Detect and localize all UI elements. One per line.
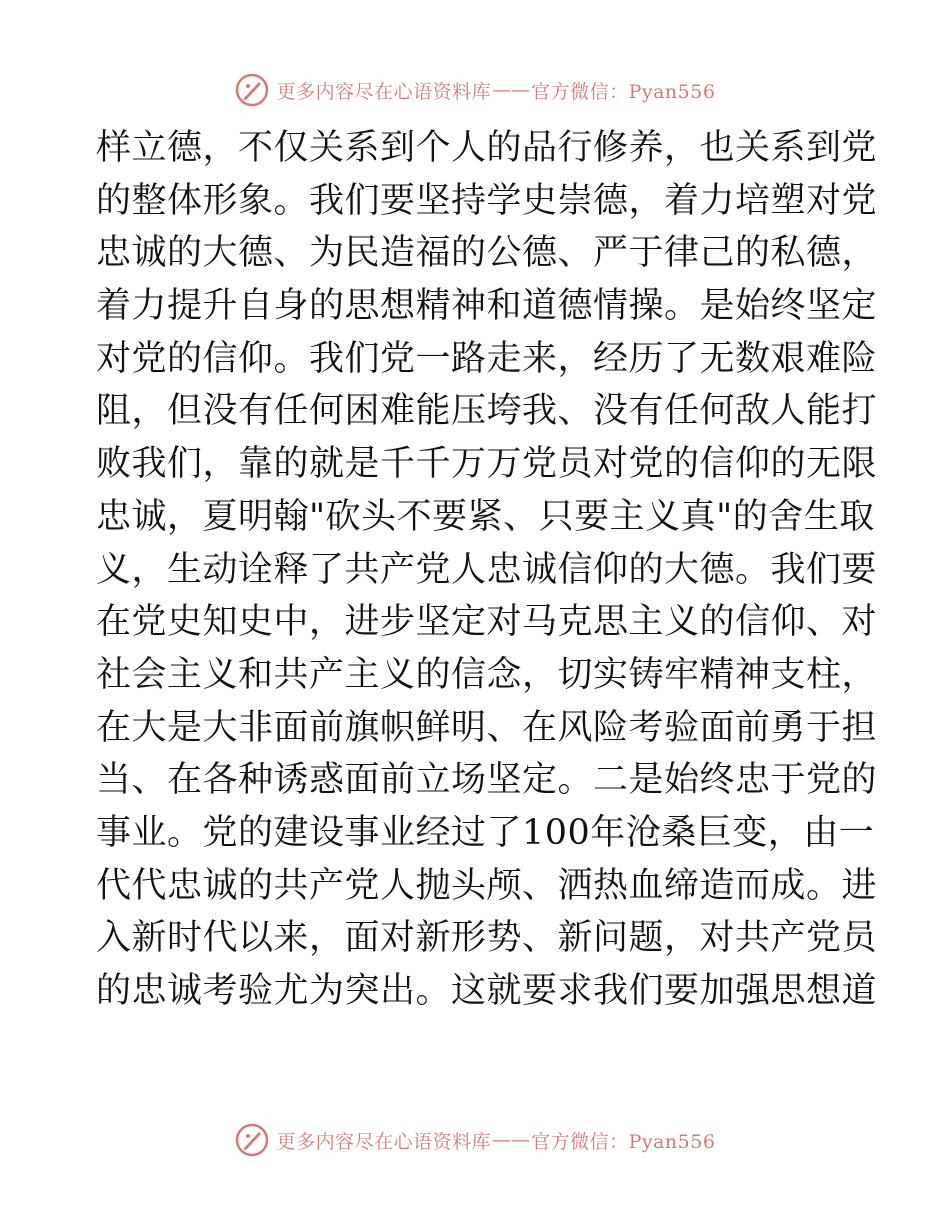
text-line: 义，生动诠释了共产党人忠诚信仰的大德。我们要 [96, 549, 878, 590]
body-paragraph [96, 122, 878, 1018]
text-line: 社会主义和共产主义的信念，切实铸牢精神支柱， [96, 654, 878, 695]
footer-wechat-text: 官方微信：Pyan556 [531, 1130, 716, 1153]
text-line: 败我们，靠的就是千千万万党员对党的信仰的无限 [96, 444, 878, 485]
text-line: 入新时代以来，面对新形势、新问题，对共产党员 [96, 918, 878, 959]
quill-pen-logo-icon [235, 73, 269, 107]
text-line: 样立德，不仅关系到个人的品行修养，也关系到党 [96, 128, 878, 168]
text-line: 着力提升自身的思想精神和道德情操。是始终坚定 [96, 286, 878, 327]
quill-pen-logo-icon [235, 1123, 269, 1157]
text-line: 忠诚的大德、为民造福的公德、严于律己的私德， [96, 233, 878, 274]
text-line: 代代忠诚的共产党人抛头颅、洒热血缔造而成。进 [96, 865, 878, 906]
header-separator: —— [492, 79, 531, 101]
text-line: 对党的信仰。我们党一路走来，经历了无数艰难险 [96, 338, 878, 379]
text-line: 忠诚，夏明翰"砍头不要紧、只要主义真"的舍生取 [96, 496, 875, 537]
header-wechat-text: 官方微信：Pyan556 [531, 80, 716, 103]
text-line: 当、在各种诱惑面前立场坚定。二是始终忠于党的 [96, 760, 878, 801]
text-line: 事业。党的建设事业经过了100年沧桑巨变，由一 [96, 812, 875, 853]
footer-promo-text: 更多内容尽在心语资料库 [276, 1130, 492, 1153]
text-line: 阻，但没有任何困难能压垮我、没有任何敌人能打 [96, 391, 878, 432]
text-line: 在大是大非面前旗帜鲜明、在风险考验面前勇于担 [96, 707, 878, 748]
footer-separator: —— [492, 1129, 531, 1151]
footer-banner[interactable] [0, 1120, 950, 1160]
text-line: 在党史知史中，进步坚定对马克思主义的信仰、对 [96, 602, 878, 643]
text-line: 的忠诚考验尤为突出。这就要求我们要加强思想道 [96, 971, 878, 1011]
header-banner[interactable] [0, 70, 950, 110]
text-line: 的整体形象。我们要坚持学史崇德，着力培塑对党 [96, 180, 878, 221]
header-promo-text: 更多内容尽在心语资料库 [276, 80, 492, 103]
